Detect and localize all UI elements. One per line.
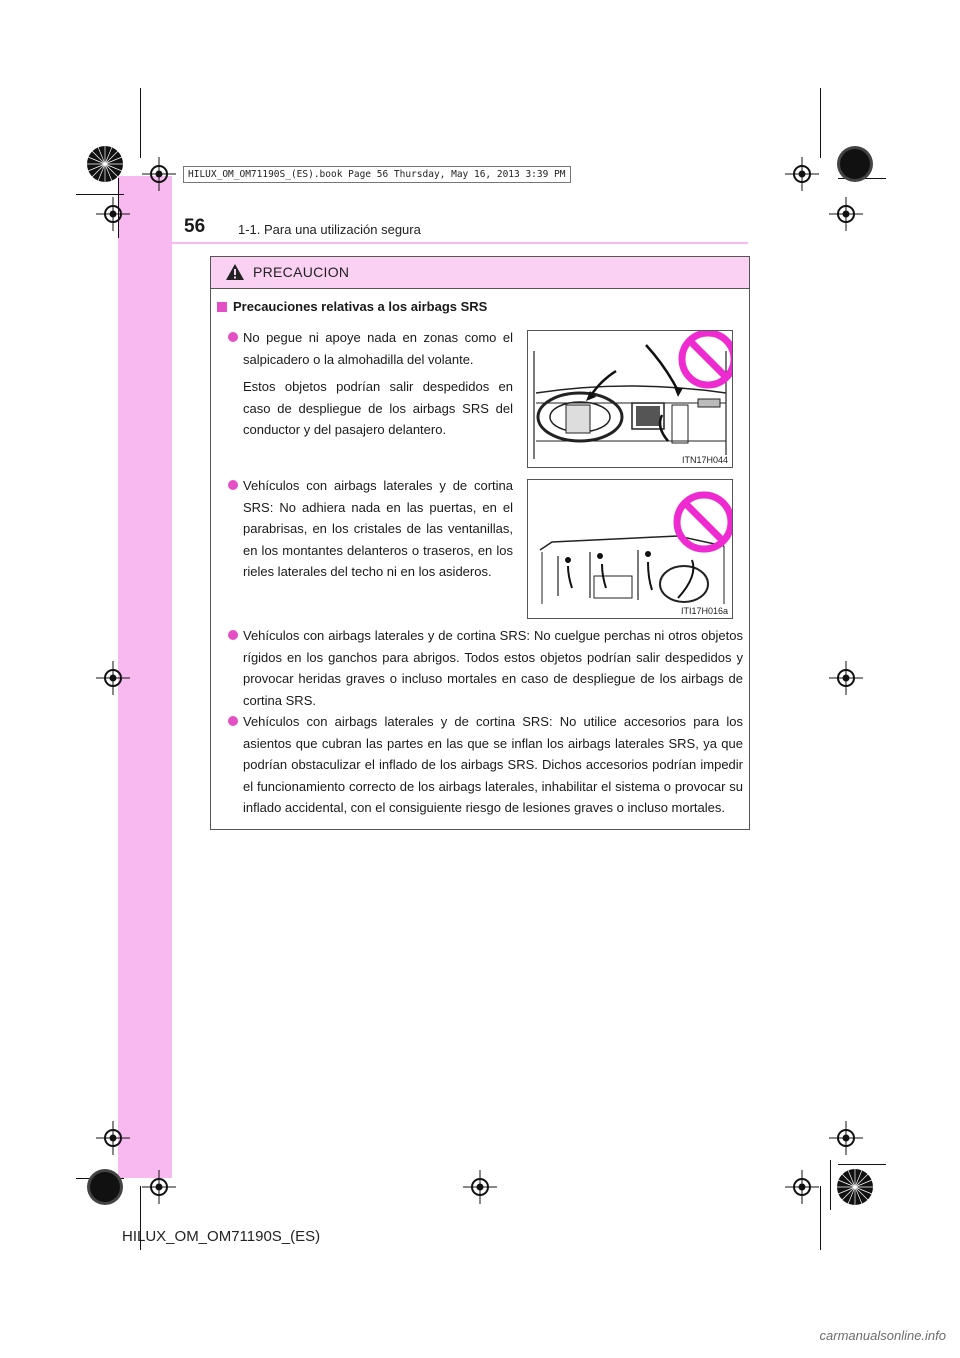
bullet-text: Vehículos con airbags laterales y de cortina SRS: No adhiera nada en las puertas, en el parabrisas, en los cristales de las ventanillas, en los montantes delanteros o traseros, en los rieles laterales del techo ni en los asideros. xyxy=(243,478,513,579)
sunburst-mark-icon xyxy=(86,1168,124,1206)
bullet-item xyxy=(243,711,743,819)
section-title: 1-1. Para una utilización segura xyxy=(238,222,421,237)
bullet-text: Vehículos con airbags laterales y de cortina SRS: No cuelgue perchas ni otros objetos rígidos en los ganchos para abrigos. Todos estos objetos podrían salir despedidos y provocar heridas graves o incluso mortales en caso de despliegue de los airbags de cortina SRS. xyxy=(243,628,743,708)
registration-mark-icon xyxy=(463,1170,497,1204)
crop-line xyxy=(838,1164,886,1165)
manual-code: HILUX_OM_OM71190S_(ES) xyxy=(122,1228,321,1245)
caution-box xyxy=(210,256,750,830)
header-rule xyxy=(118,242,748,244)
registration-mark-icon xyxy=(142,1170,176,1204)
dashboard-figure xyxy=(527,330,733,468)
caution-title: PRECAUCION xyxy=(253,264,350,280)
bullet-text: Estos objetos podrían salir despedidos en caso de despliegue de los airbags SRS del conductor y del pasajero delantero. xyxy=(243,379,513,437)
caution-header xyxy=(211,257,749,289)
bullet-dot-icon xyxy=(228,332,238,342)
crop-line xyxy=(76,194,124,195)
crop-line xyxy=(830,1160,831,1210)
bullet-item xyxy=(243,475,513,583)
bullet-text: No pegue ni apoye nada en zonas como el salpicadero o la almohadilla del volante. xyxy=(243,330,513,367)
crop-line xyxy=(820,88,821,158)
figure-code: ITN17H044 xyxy=(681,455,728,465)
registration-mark-icon xyxy=(829,197,863,231)
bullet-dot-icon xyxy=(228,716,238,726)
bullet-item xyxy=(243,625,743,711)
bullet-text: Vehículos con airbags laterales y de cortina SRS: No utilice accesorios para los asientos que cubran las partes en las que se inflan los airbags laterales SRS, ya que podrían obstaculizar el inflado de los airbags SRS. Dichos accesorios podrían impedir el funcionamiento correcto de los airbags laterales, inhabilitar el sistema o provocar su inflado accidental, con el consiguiente riesgo de lesiones graves o incluso mortales. xyxy=(243,714,743,815)
warning-triangle-icon xyxy=(225,263,245,281)
bullet-dot-icon xyxy=(228,480,238,490)
registration-mark-icon xyxy=(785,157,819,191)
sunburst-mark-icon xyxy=(836,145,874,183)
registration-mark-icon xyxy=(96,661,130,695)
registration-mark-icon xyxy=(829,661,863,695)
crop-line xyxy=(820,1186,821,1250)
registration-mark-icon xyxy=(829,1121,863,1155)
sunburst-mark-icon xyxy=(836,1168,874,1206)
watermark: carmanualsonline.info xyxy=(819,1328,946,1343)
registration-mark-icon xyxy=(785,1170,819,1204)
side-windows-figure xyxy=(527,479,733,619)
square-bullet-icon xyxy=(217,302,227,312)
bullet-dot-icon xyxy=(228,630,238,640)
sunburst-mark-icon xyxy=(86,145,124,183)
bullet-item xyxy=(243,327,513,441)
registration-mark-icon xyxy=(96,1121,130,1155)
crop-line xyxy=(140,88,141,158)
print-info: HILUX_OM_OM71190S_(ES).book Page 56 Thursday, May 16, 2013 3:39 PM xyxy=(183,166,571,183)
figure-code: ITI17H016a xyxy=(680,606,728,616)
page-number: 56 xyxy=(184,216,206,237)
caution-subheading: Precauciones relativas a los airbags SRS xyxy=(217,299,487,314)
registration-mark-icon xyxy=(96,197,130,231)
registration-mark-icon xyxy=(142,157,176,191)
